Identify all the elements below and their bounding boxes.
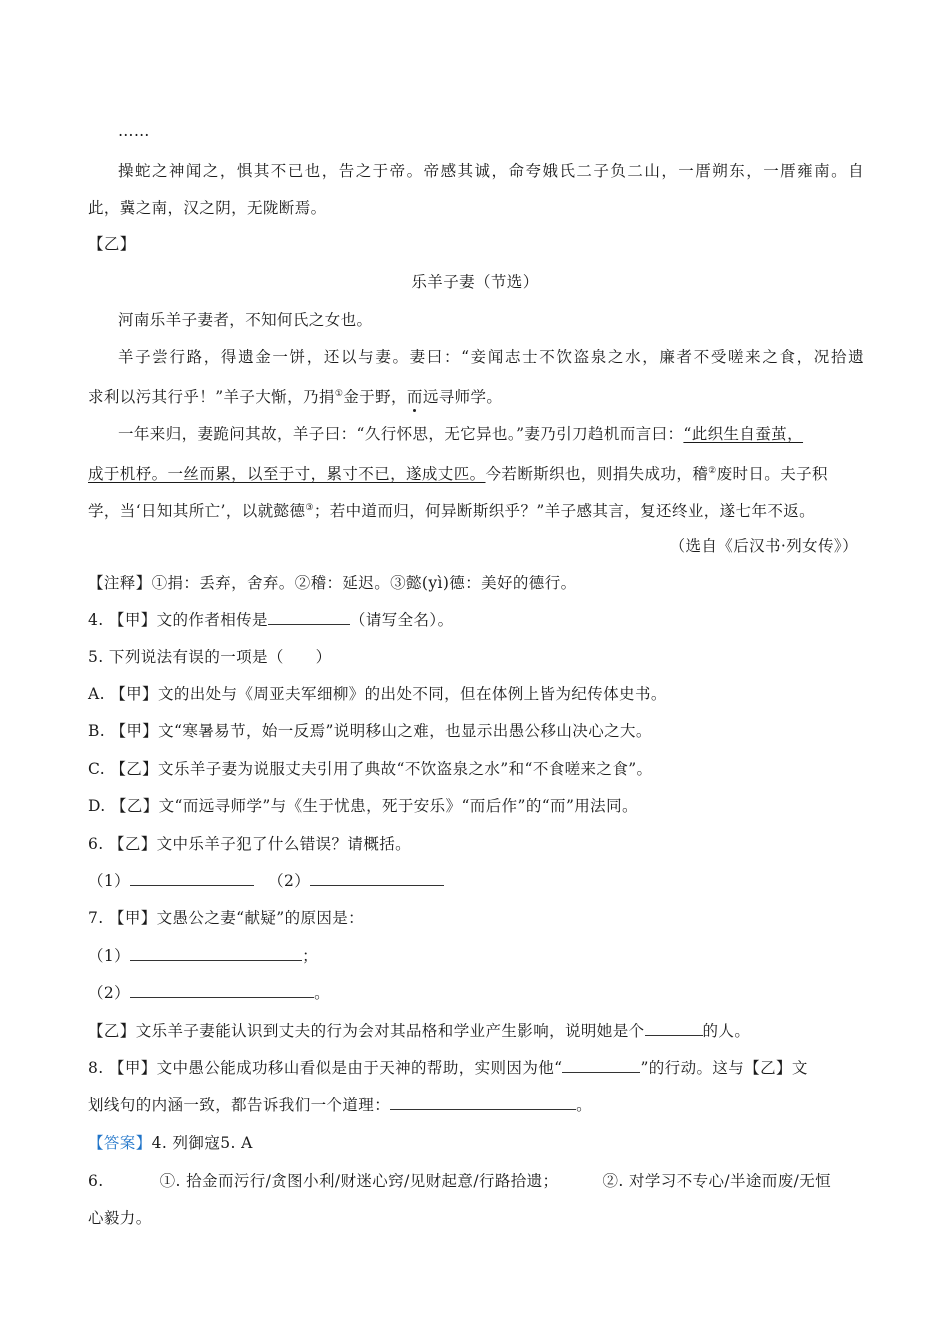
note-marker-1: ① (334, 389, 344, 399)
q8-text-d: 。 (576, 1096, 593, 1114)
yi-p3-text-a: 一年来归，妻跪问其故，羊子曰：“久行怀思，无它异也。”妻乃引刀趋机而言曰： (118, 425, 684, 443)
yi-p2-text-b: 金于野， (343, 388, 407, 407)
emphasis-char-er: 而 (406, 388, 423, 407)
ellipsis: …… (118, 122, 150, 140)
answer-6-part-1: ①. 拾金而污行/贪图小利/财迷心窍/见财起意/行路拾遗； (159, 1172, 559, 1190)
question-5: 5. 下列说法有误的一项是（ ） (88, 648, 332, 666)
yi-paragraph-1: 河南乐羊子妻者，不知何氏之女也。 (118, 311, 373, 329)
answer-label: 【答案】 (88, 1134, 152, 1152)
question-7: 7. 【甲】文愚公之妻“献疑”的原因是： (88, 909, 365, 927)
yi-p2-text-c: 远寻师学。 (422, 388, 503, 407)
option-b: B. 【甲】文“寒暑易节，始一反焉”说明移山之难，也显示出愚公移山决心之大。 (88, 722, 652, 740)
question-8-line-1 (88, 1058, 808, 1078)
option-d: D. 【乙】文“而远寻师学”与《生于忧患，死于安乐》“而后作”的“而”用法同。 (88, 797, 638, 815)
jia-paragraph-line-2: 此，冀之南，汉之阴，无陇断焉。 (88, 199, 327, 217)
question-7-answer-2 (88, 983, 330, 1003)
answer-line (88, 1133, 253, 1153)
underlined-sentence-part-2: 成于机杼。一丝而累，以至于寸，累寸不已，遂成丈匹。 (88, 465, 486, 484)
q8-text-a: 8. 【甲】文中愚公能成功移山看似是由于天神的帮助，实则因为他“ (88, 1059, 563, 1077)
question-6: 6. 【乙】文中乐羊子犯了什么错误？请概括。 (88, 835, 412, 853)
answer-blank-q6-2[interactable] (310, 871, 444, 886)
annotation-notes: 【注释】①捐：丢弃，舍弃。②稽：延迟。③懿(yì)德：美好的德行。 (88, 574, 577, 592)
answer-text: 4. 列御寇5. A (151, 1134, 253, 1152)
answer-blank-q8-2[interactable] (390, 1095, 576, 1110)
answer-6-line-2: 心毅力。 (88, 1209, 152, 1227)
answer-blank-q8-1[interactable] (562, 1058, 640, 1073)
yi-title: 乐羊子妻（节选） (411, 273, 539, 291)
yi-p3-text-b: 今若断斯织也，则捐失成功，稽 (485, 465, 709, 484)
q7-label-1: （1） (88, 947, 131, 965)
q6-label-1: （1） (88, 872, 131, 890)
question-7-answer-1 (88, 946, 318, 966)
q7-end-1: ； (302, 947, 318, 965)
question-4 (88, 610, 453, 630)
answer-blank-q7-3[interactable] (645, 1021, 703, 1036)
yi-p3-text-d: 学，当‘日知其所亡’，以就懿德 (88, 502, 306, 521)
answer-blank-q6-1[interactable] (130, 871, 254, 886)
note-marker-2: ② (708, 466, 717, 476)
jia-paragraph-line-1: 操蛇之神闻之，惧其不已也，告之于帝。帝感其诚，命夸娥氏二子负二山，一厝朔东，一厝雍南。自 (118, 162, 864, 180)
note-marker-3: ③ (305, 503, 314, 513)
question-8-line-2 (88, 1095, 592, 1115)
yi-paragraph-2-line-2 (88, 384, 502, 407)
q6-label-2: （2） (268, 872, 311, 890)
yi-paragraph-2-line-1: 羊子尝行路，得遗金一饼，还以与妻。妻曰：“妾闻志士不饮盗泉之水，廉者不受嗟来之食，况拾遗 (118, 348, 864, 366)
answer-blank-q4[interactable] (268, 610, 350, 625)
answer-blank-q7-1[interactable] (130, 946, 302, 961)
question-4-suffix: （请写全名）。 (349, 611, 454, 629)
q7-part-3-text: 【乙】文乐羊子妻能认识到丈夫的行为会对其品格和学业产生影响，说明她是个 (88, 1022, 645, 1040)
question-6-answers (88, 871, 444, 891)
answer-6-line-1 (88, 1171, 864, 1191)
yi-p3-text-e: ；若中道而归，何异断斯织乎？”羊子感其言，复还终业，遂七年不返。 (313, 502, 816, 521)
q8-text-b: ”的行动。这与【乙】文 (640, 1059, 808, 1077)
option-c: C. 【乙】文乐羊子妻为说服丈夫引用了典故“不饮盗泉之水”和“不食嗟来之食”。 (88, 760, 653, 778)
q8-text-c: 划线句的内涵一致，都告诉我们一个道理： (88, 1096, 391, 1114)
option-a: A. 【甲】文的出处与《周亚夫军细柳》的出处不同，但在体例上皆为纪传体史书。 (88, 685, 667, 703)
answer-6-number: 6. (88, 1172, 104, 1190)
yi-section-label: 【乙】 (88, 235, 136, 253)
answer-blank-q7-2[interactable] (130, 983, 314, 998)
source-citation: （选自《后汉书·列女传》） (669, 537, 858, 555)
q7-label-2: （2） (88, 984, 131, 1002)
yi-p3-text-c: 废时日。夫子积 (716, 465, 828, 484)
question-7-part-3 (88, 1021, 750, 1041)
yi-p2-text-a: 求利以污其行乎！”羊子大惭，乃捐 (88, 388, 335, 407)
question-4-text: 4. 【甲】文的作者相传是 (88, 611, 268, 629)
q7-part-3-suffix: 的人。 (702, 1022, 751, 1040)
yi-paragraph-3-line-1 (118, 424, 803, 444)
underlined-sentence-part-1: “此织生自蚕茧， (683, 425, 804, 443)
yi-paragraph-3-line-3 (88, 498, 815, 521)
yi-paragraph-3-line-2 (88, 461, 828, 484)
q7-end-2: 。 (314, 984, 330, 1002)
answer-6-part-2: ②. 对学习不专心/半途而废/无恒 (602, 1172, 832, 1190)
